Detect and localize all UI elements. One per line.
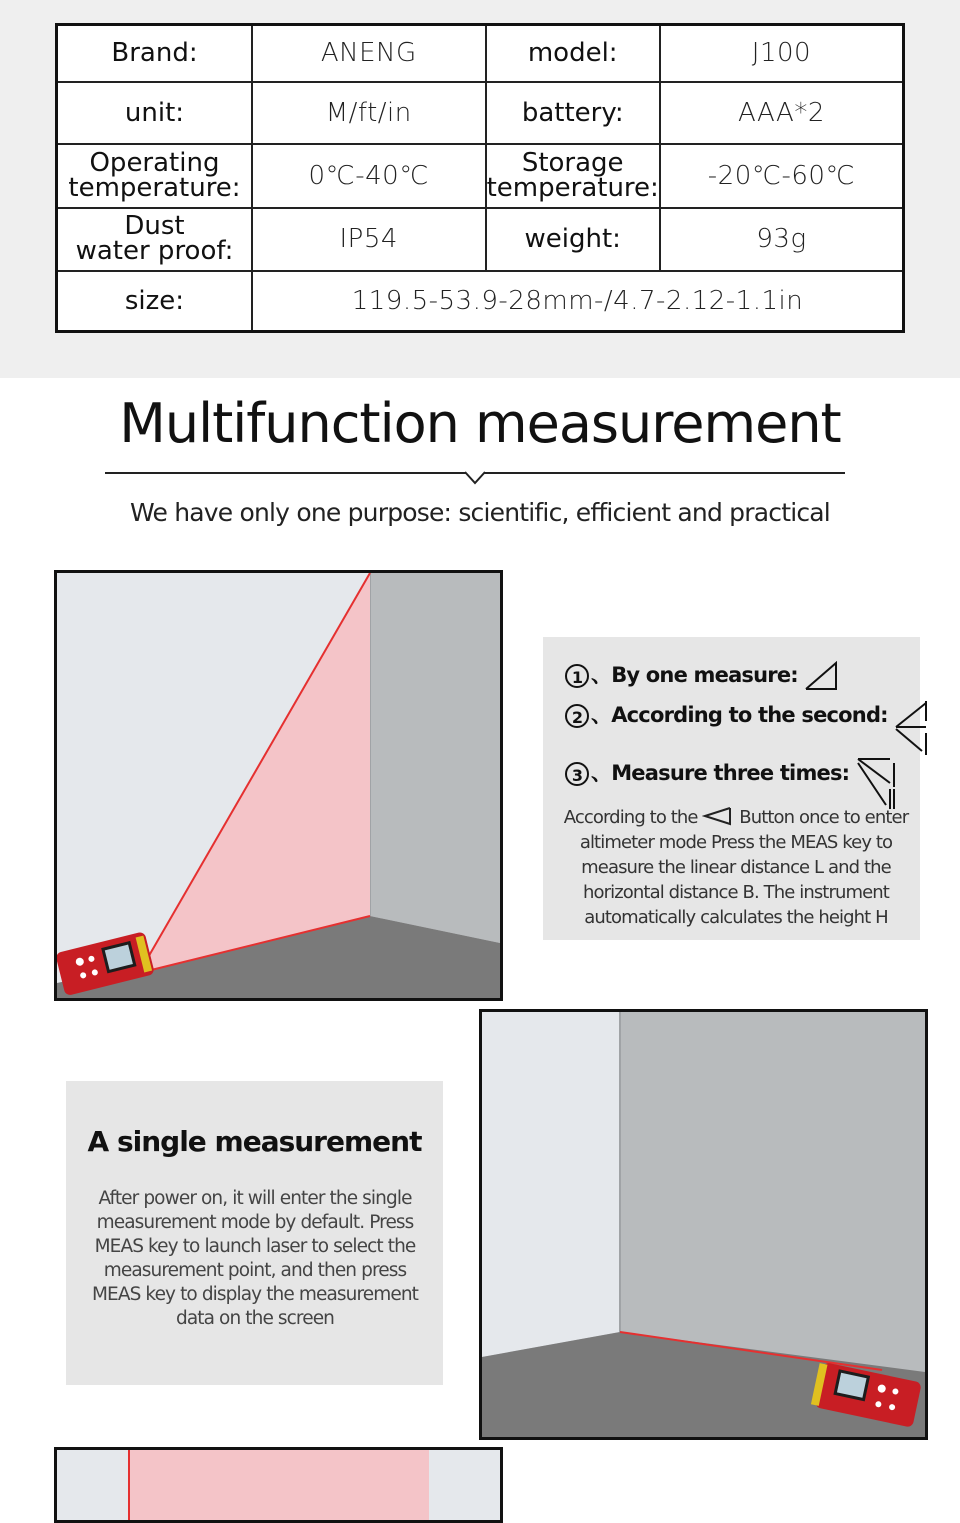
altimeter-description-text: Button once to enter altimeter mode Press the MEAS key to measure the linear distance L and the horizontal distance B. The instrument automatically calculates the height H	[579, 807, 909, 928]
storage-temp-label-line1: Storage	[521, 147, 624, 178]
step-1	[565, 659, 840, 691]
divider-notch-icon	[464, 471, 486, 485]
storage-temp-label	[486, 144, 660, 207]
battery-value: AAA*2	[660, 82, 904, 144]
altimeter-description-prefix: According to the	[563, 807, 698, 828]
size-label: size:	[57, 271, 252, 331]
step-1-label: By one measure:	[611, 663, 798, 687]
unit-label: unit:	[57, 82, 252, 144]
section-heading: Multifunction measurement	[119, 392, 841, 455]
step-2-number: 2	[565, 704, 589, 728]
battery-label: battery:	[486, 82, 660, 144]
model-value: J100	[660, 25, 904, 82]
table-row	[57, 82, 904, 144]
two-measure-icon	[894, 699, 930, 757]
step-3-number: 3	[565, 762, 589, 786]
step-2-label: According to the second:	[611, 703, 888, 727]
altimeter-scene-image	[54, 570, 503, 1001]
operating-temp-label-line2: temperature:	[68, 172, 241, 203]
step-1-number: 1	[565, 664, 589, 688]
table-row	[57, 271, 904, 331]
altimeter-description	[561, 805, 911, 930]
unit-value: M/ft/in	[252, 82, 486, 144]
altimeter-button-icon	[702, 806, 734, 826]
single-measurement-scene-image	[479, 1009, 928, 1440]
single-measurement-title: A single measurement	[87, 1125, 422, 1158]
step-3-label: Measure three times:	[611, 761, 850, 785]
table-row	[57, 208, 904, 271]
brand-value: ANENG	[252, 25, 486, 82]
single-measurement-description: After power on, it will enter the single measurement mode by default. Press MEAS key to launch laser to select the measurement point, and then press MEAS key to display the measurement data on the screen	[91, 1188, 419, 1329]
dust-label-line1: Dust	[124, 211, 185, 242]
dust-label-line2: water proof:	[75, 236, 234, 267]
step-2-separator: 、	[591, 703, 612, 727]
weight-value: 93g	[660, 208, 904, 271]
dust-value: IP54	[252, 208, 486, 271]
single-measurement-panel	[66, 1081, 443, 1385]
section-subtitle: We have only one purpose: scientific, efficient and practical	[130, 498, 830, 527]
dust-label	[57, 208, 252, 271]
table-row	[57, 25, 904, 82]
operating-temp-value: 0℃-40℃	[252, 144, 486, 207]
step-3-separator: 、	[591, 761, 612, 785]
altimeter-info-panel	[543, 637, 920, 940]
continuous-measurement-scene-image	[54, 1447, 503, 1523]
one-measure-icon	[804, 661, 840, 691]
storage-temp-value: -20℃-60℃	[660, 144, 904, 207]
model-label: model:	[486, 25, 660, 82]
table-row	[57, 144, 904, 207]
operating-temp-label	[57, 144, 252, 207]
operating-temp-label-line1: Operating	[89, 147, 220, 178]
step-1-separator: 、	[591, 663, 612, 687]
brand-label: Brand:	[57, 25, 252, 82]
step-2	[565, 699, 930, 757]
storage-temp-label-line2: temperature:	[486, 172, 659, 203]
weight-label: weight:	[486, 208, 660, 271]
size-value: 119.5-53.9-28mm-/4.7-2.12-1.1in	[252, 271, 904, 331]
spec-table	[55, 23, 905, 333]
